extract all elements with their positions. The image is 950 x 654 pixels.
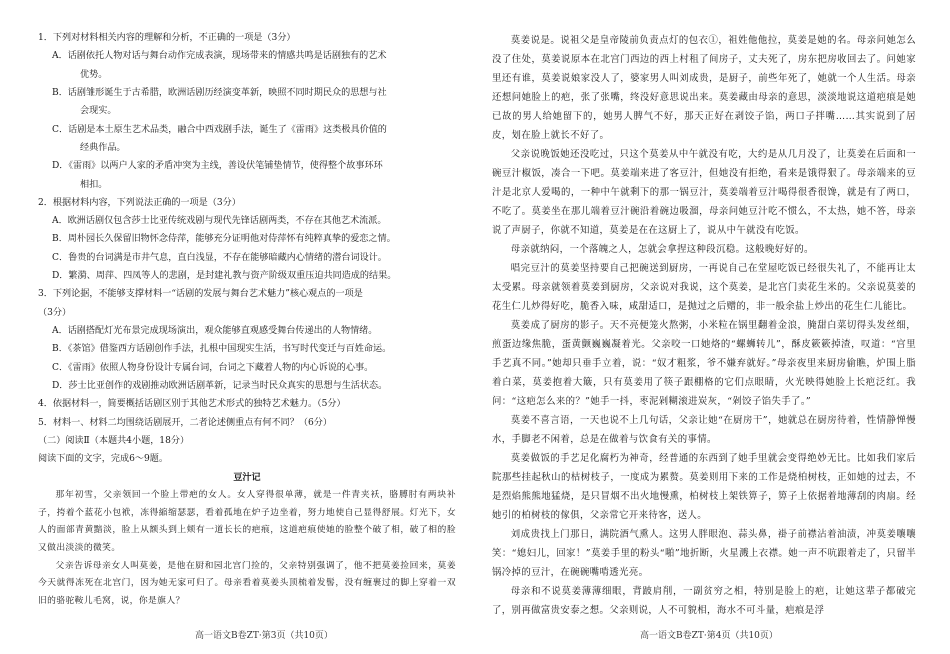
story-paragraph-4: 父亲说晚饭她还没吃过，只这个莫姜从中午就没有吃，大约是从几月没了，让莫姜在后面和一碗豆汁椒饭，凑合一下吧。莫姜端来进了客豆汁，但她没有拒绝，看来是饿得狠了。母亲端来的豆汁是北京人爱喝的，一种中午就剩下的那一锅豆汁，莫姜端着豆汁喝得很香很馋，就是有了两口，不吃了。莫姜坐在那儿端着豆汁碗沿着碗边吸溜，母亲问她豆汁吃不惯么，不太热，她不答，母亲说了声厨子，你就不知道，莫姜是在在这厨上了，说从中午就没有吃饭。 bbox=[492, 149, 916, 236]
q1-option-c: C．话剧是本土原生艺术品类，融合中西戏剧手法，诞生了《雷雨》这类极具价值的 经典作品。 bbox=[52, 124, 387, 153]
right-page-footer: 高一语文B卷ZT·第4页（共10页） bbox=[640, 631, 778, 641]
story-paragraph-1: 那年初雪，父亲领回一个脸上带疤的女人。女人穿得很单薄，就是一件青夹袄，胳膊肘有两块补子，挎着个蓝花小包袱，冻得縮缩瑟瑟，看着孤地在炉子边坐着，努力地使自己显得舒展。灯光下，女人的面部青黄黯淡，脸上从额头到上颊有一道长长的疤痕，这道疤痕使她的脸整个破了相，破了相的脸又做出淡淡的微笑。 bbox=[38, 489, 456, 553]
story-paragraph-3: 莫姜说是。说祖父是皇帝陵前负责点灯的包衣①，祖姓他他拉，莫姜是她的名。母亲问她怎么没了住处，莫姜说原本在北宫门西边的西上村租了间房子，丈夫死了，房东把房收回去了。问她家里还有谁，莫姜说娘家没人了，婆家男人叫刘成贵，是厨子，前些年死了，她就一个人生活。母亲还想问她脸上的疤，张了张嘴，终没好意思说出来。莫姜藏由母亲的意思，淡淡地说这道疤痕是她已故的男人给她留下的，她男人脾气不好，那天正好在剥饺子馅，两口子拌嘴……其实说到了居皮，划在脸上就长不好了。 bbox=[492, 35, 916, 141]
reading-instruction: 阅读下面的文字，完成6～9题。 bbox=[38, 454, 169, 465]
story-paragraph-11: 母亲和不说莫姜薄薄细眼，背跛肩削，一副贫穷之相，特别是脸上的疤，让她这辈子都破完了，别再做富贵安泰之想。父亲则说，人不可貌相，海水不可斗量，疤痕是浮 bbox=[492, 586, 916, 616]
story-paragraph-7: 莫姜成了厨房的影子。天不亮便笼火熬粥，小米粒在锅里翻着金浪，腌甜白菜切得头发丝细，煎蛋边缘焦脆，蛋黄颤巍巍凝着光。父亲咬一口她烙的“螺蛳转儿”，酥皮簌簌掉渣，叹道：“宫里手艺真不同。”她却只垂手立着，说：“奴才粗浆，爷不嫌弃就好。”母亲夜里来厨房偷瞧，炉围上脂着白菜，莫姜抱着大簸，只有莫姜用了筷子跟棚格的它们点眼睛，火光映得她脸上长疤泛红。我问：“这疤怎么来的？”她手一抖，枣泥剁糊滚进炭灰，“剁饺子馅失手了。” bbox=[492, 320, 916, 407]
q3-option-b: B．《茶馆》借鉴西方话剧创作手法，扎根中国现实生活，书写时代变迁与百姓命运。 bbox=[52, 344, 392, 355]
story-paragraph-9: 莫姜做饭的手艺足化腐朽为神奇，经普通的东西到了她手里就会变得绝妙无比。比如我们家后院那些挂起秋山的枯树枝子，一度成为累赘。莫姜则用下来的工作是烧柏树枝，正如她的过去，不是烈焰熊熊地猛烧，是只冒烟不出火地慢熏，柏树枝上架铁箅子，箅子上依据着地薄刮的肉扇。经她引的柏树枝的傢俱，父亲常它开来待客，送人。 bbox=[492, 453, 916, 521]
right-page bbox=[492, 31, 916, 620]
story-paragraph-10: 刘成贵找上门那日，满院酒气熏人。这男人胖眼泡、蒜头鼻，褂子前襟沾着油渍，冲莫姜嚷嚷笑：“媳妇儿，回家！”莫姜手里的粉头“啪”地折断，火星溅上衣襟。她一声不吭跟着走了，只留半锅冷掉的豆汁，在碗碗嘴啃透光亮。 bbox=[492, 529, 916, 578]
q3-stem: 3．下列论据，不能够支撑材料一“话剧的发展与舞台艺术魅力”核心观点的一项是 （3分） bbox=[38, 289, 363, 318]
story-paragraph-6: 唱完豆汁的莫姜坚持要自己把碗送到厨房，一再说自己在堂屋吃饭已经很失礼了，不能再让太太受累。母亲就领着莫姜到厨房，父亲说对我说，这个莫姜，是北宫门卖花生米的。父亲说莫姜的花生仁儿炒得好吃，脆香入味，咸甜适口，是抛过之后赠的，非一般余盐上炒出的花生仁儿能比。 bbox=[492, 263, 916, 312]
q1-option-b: B．话剧雏形诞生于古希腊，欧洲话剧历经演变革新，映照不同时期民众的思想与社 会现实。 bbox=[52, 87, 387, 117]
left-page-footer: 高一语文B卷ZT·第3页（共10页） bbox=[195, 631, 333, 641]
q1-option-a: A．话剧依托人物对话与舞台动作完成表演，现场带来的情感共鸣是话剧独有的艺术 优势。 bbox=[52, 51, 387, 80]
q2-stem: 2．根据材料内容，下列说法正确的一项是（3分） bbox=[38, 197, 241, 208]
story-paragraph-2: 父亲告诉母亲女人叫莫姜，是他在厨和园北宫门捡的，父亲特别强调了，他不把莫姜捡回来，莫姜今天就得冻死在北宫门，因为她无家可归了。母亲看着莫姜头顶梳着发髻，没有缠裹过的脚上穿着一双旧的骆驼鞍儿毛窝，说，你是旗人？ bbox=[38, 560, 456, 607]
q1-option-d: D．《雷雨》以两户人家的矛盾冲突为主线，善设伏笔铺垫情节，使得整个故事环环 相扣。 bbox=[52, 161, 383, 190]
section-heading: （二）阅读Ⅱ（本题共4小题，18分） bbox=[38, 435, 190, 446]
q1-stem: 1．下列对材料相关内容的理解和分析，不正确的一项是（3分） bbox=[38, 33, 296, 43]
q2-option-c: C．鲁贵的台词满是市井气息，直白浅显，不存在能够暗藏内心情绪的潜台词设计。 bbox=[52, 252, 387, 263]
q3-option-a: A．话剧搭配灯光布景完成现场演出，观众能够直观感受舞台传递出的人物情绪。 bbox=[52, 326, 378, 336]
q2-option-b: B．周朴园长久保留旧物怀念侍萍，能够充分证明他对侍萍怀有纯粹真挚的爱恋之情。 bbox=[52, 234, 396, 245]
q3-option-c: C．《雷雨》依照人物身份设计专属台词，台词之下藏着人物的内心诉说的心事。 bbox=[52, 362, 374, 373]
story-paragraph-5: 母亲就纳闷，一个落魄之人，怎就会拿捏这种段沉稳。这般晚好好的。 bbox=[510, 244, 814, 255]
q2-option-a: A．欧洲话剧仅包含莎士比亚传统戏剧与现代先锋话剧两类，不存在其他艺术流派。 bbox=[52, 216, 387, 227]
left-page bbox=[38, 0, 456, 611]
q3-option-d: D．莎士比亚创作的戏剧推动欧洲话剧革新，记录当时民众真实的思想与生活状态。 bbox=[52, 380, 388, 391]
q2-option-d: D．繁漪、周萍、四凤等人的悲剧，是封建礼教与资产阶级双重压迫共同造成的结果。 bbox=[52, 271, 397, 282]
story-title: 豆汁记 bbox=[233, 471, 261, 483]
q5-text: 5．材料一、材料二均围绕话剧展开，二者论述侧重点有何不同？（6分） bbox=[38, 417, 332, 428]
story-paragraph-8: 莫姜不喜言语，一天也说不上几句话，父亲让她“在厨房干”，她就总在厨房待着，性情静惮慢水，手脚老不闲着，总是在做着与饮食有关的事情。 bbox=[492, 415, 916, 445]
q4-text: 4．依据材料一，简要概括话剧区别于其他艺术形式的独特艺术魅力。（5分） bbox=[38, 399, 346, 410]
